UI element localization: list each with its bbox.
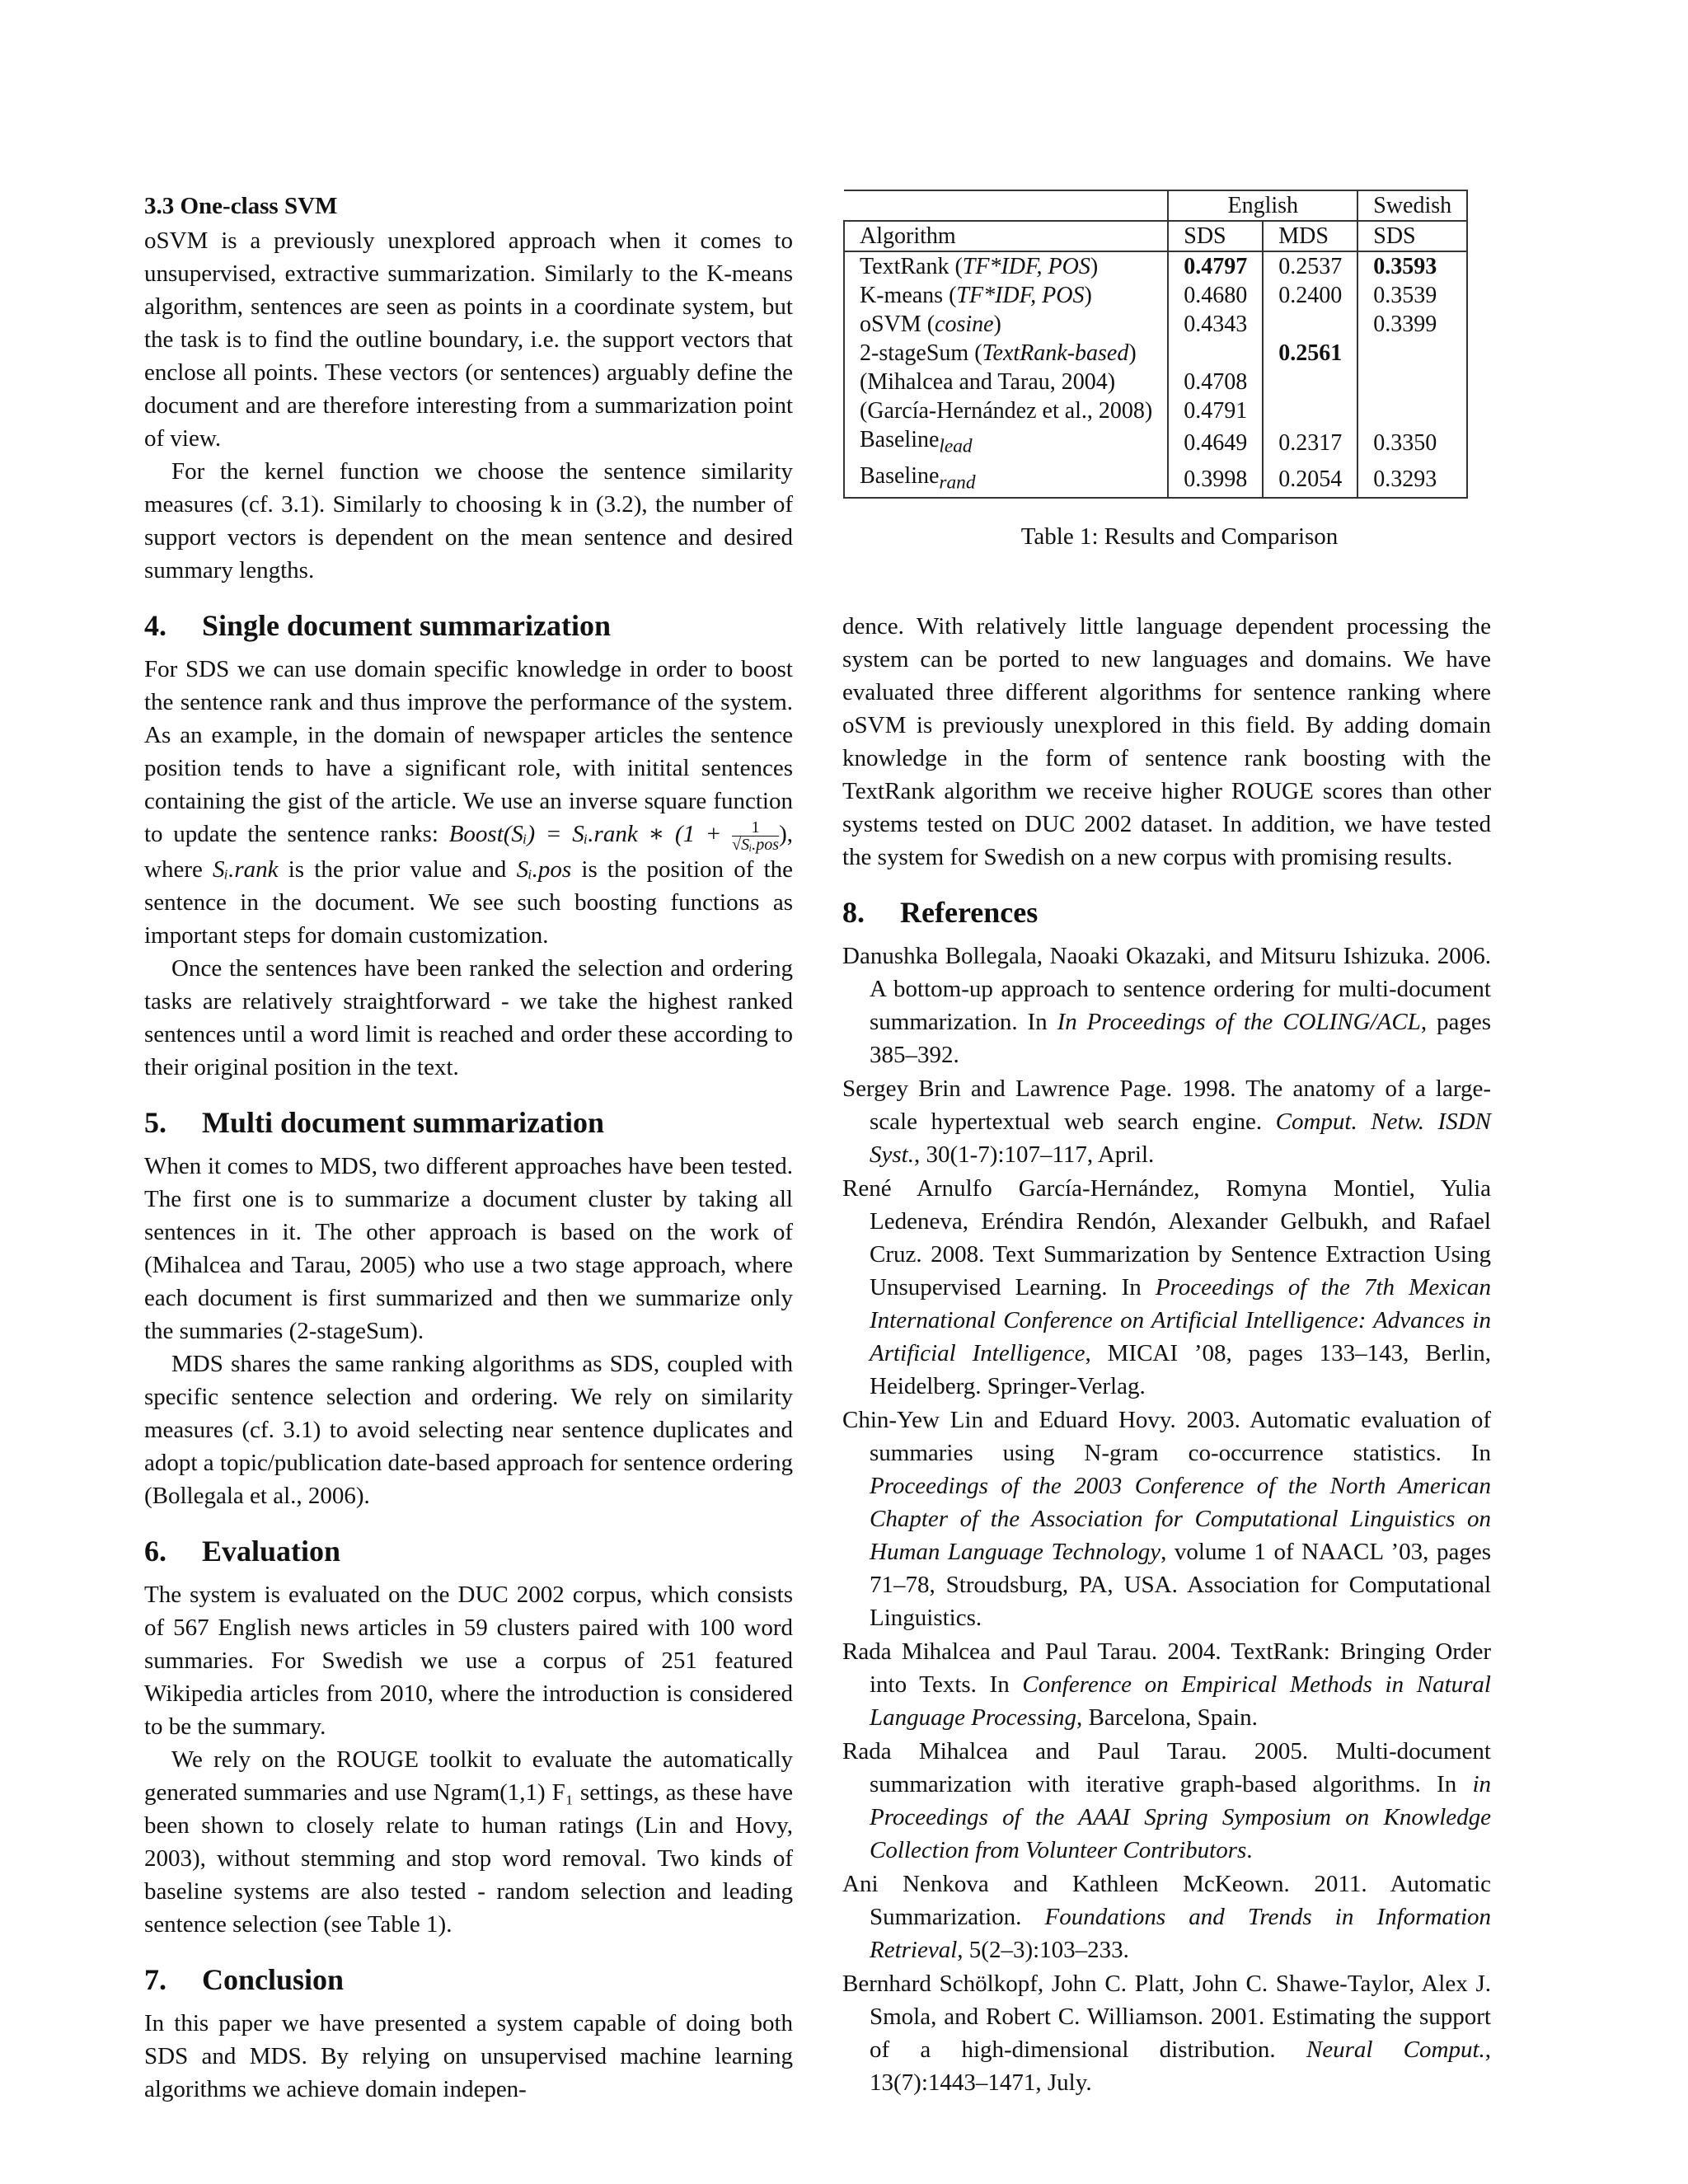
section-title: Conclusion (202, 1962, 345, 1996)
paragraph: Once the sentences have been ranked the selection and ordering tasks are relatively straightforward - we take the highest ranked sentences until a word limit is reached and order these according to their original position in the text. (144, 954, 793, 1080)
table-cell-algorithm: (García-Hernández et al., 2008) (844, 396, 1168, 425)
fraction-denominator: √Sᵢ.pos (732, 835, 780, 854)
table-cell-algorithm: oSVM (cosine) (844, 310, 1168, 339)
table-header-english: English (1168, 190, 1357, 221)
table-cell (1357, 368, 1467, 396)
table-cell: 0.2561 (1263, 339, 1357, 368)
text-run: is the position of the sentence in the document. We see such boosting functions as important steps for domain customization. (144, 855, 793, 949)
section-5-heading (144, 1104, 793, 1141)
paragraph: MDS shares the same ranking algorithms as SDS, coupled with specific sentence selection and ordering. We rely on similarity measures (cf. 3.1) to avoid selecting near sentence duplicates and adopt a topic/publication date-based approach for sentence ordering (Bollegala et al., 2006). (144, 1350, 793, 1509)
table-cell-algorithm: 2-stageSum (TextRank-based) (844, 339, 1168, 368)
table-cell-algorithm: Baseline$_{rand}$ (844, 462, 1168, 499)
paragraph: oSVM is a previously unexplored approach when it comes to unsupervised, extractive summarization. Similarly to the K-means algorithm, sentences are seen as points in a coordinate system, but the task is to find the outline boundary, i.e. the support vectors that enclose all points. These vectors (or sentences) arguably define the document and are therefore interesting from a summarization point of view. (144, 227, 793, 452)
table-cell: 0.4797 (1168, 251, 1263, 281)
table-cell-algorithm: TextRank (TF*IDF, POS) (844, 251, 1168, 281)
reference-item: Rada Mihalcea and Paul Tarau. 2005. Multi-document summarization with iterative graph-based algorithms. In in Proceedings of the AAAI Spring Symposium on Knowledge Collection from Volunteer Contributors. (842, 1738, 1491, 1863)
table-header-swedish: Swedish (1357, 190, 1467, 221)
table-cell: 0.3593 (1357, 251, 1467, 281)
table-row (844, 368, 1467, 396)
paragraph: dence. With relatively little language dependent processing the system can be ported to new languages and domains. We have evaluated three different algorithms for sentence ranking where oSVM is previously unexplored in this field. By adding domain knowledge in the form of sentence rank boosting with the TextRank algorithm we receive higher ROUGE scores than other systems tested on DUC 2002 dataset. In addition, we have tested the system for Swedish on a new corpus with promising results. (842, 613, 1491, 870)
table-cell (1357, 339, 1467, 368)
table-cell-algorithm: K-means (TF*IDF, POS) (844, 281, 1168, 310)
results-table (843, 190, 1468, 499)
table-caption: Table 1: Results and Comparison (1020, 523, 1339, 551)
text-run: is the prior value and (278, 855, 517, 883)
table-cell: 0.4649 (1168, 425, 1263, 462)
table-cell: 0.3539 (1357, 281, 1467, 310)
section-title: Evaluation (202, 1534, 341, 1568)
results-table-block (842, 190, 1517, 553)
table-cell: 0.3399 (1357, 310, 1467, 339)
fraction (732, 819, 779, 853)
table-header-sds-swedish: SDS (1357, 221, 1467, 251)
paragraph (144, 653, 793, 952)
table-cell-algorithm: (Mihalcea and Tarau, 2004) (844, 368, 1168, 396)
left-column (144, 190, 793, 2106)
table-row (844, 396, 1467, 425)
paragraph: When it comes to MDS, two different approaches have been tested. The first one is to summarize a document cluster by taking all sentences in it. The other approach is based on the work of (Mihalcea and Tarau, 2005) who use a two stage approach, where each document is first summarized and then we summarize only the summaries (2-stageSum). (144, 1152, 793, 1344)
right-column (842, 610, 1491, 2100)
section-number: 4. (144, 609, 166, 642)
section-title: References (900, 896, 1039, 929)
reference-item: Chin-Yew Lin and Eduard Hovy. 2003. Automatic evaluation of summaries using N-gram co-occurrence statistics. In Proceedings of the 2003 Conference of the North American Chapter of the Association for Computational Linguistics on Human Language Technology, volume 1 of NAACL ’03, pages 71–78, Stroudsburg, PA, USA. Association for Computational Linguistics. (842, 1407, 1491, 1631)
table-cell: 0.2054 (1263, 462, 1357, 499)
table-cell (1263, 310, 1357, 339)
table-cell: 0.2400 (1263, 281, 1357, 310)
section-3-3-heading: 3.3 One-class SVM (144, 193, 338, 219)
table-cell (1168, 339, 1263, 368)
table-cell (1357, 396, 1467, 425)
text-run: ), where (144, 821, 793, 883)
reference-list (842, 940, 1491, 2099)
section-8-heading (842, 893, 1491, 931)
math-term: Sᵢ.rank (213, 855, 279, 883)
table-cell: 0.4680 (1168, 281, 1263, 310)
math-term: Sᵢ.pos (516, 855, 572, 883)
paragraph: For the kernel function we choose the sentence similarity measures (cf. 3.1). Similarly to choosing k in (3.2), the number of support vectors is dependent on the mean sentence and desired summary lengths. (144, 458, 793, 583)
reference-item: Danushka Bollegala, Naoaki Okazaki, and Mitsuru Ishizuka. 2006. A bottom-up approach to sentence ordering for multi-document summarization. In In Proceedings of the COLING/ACL, pages 385–392. (842, 943, 1491, 1068)
table-cell-algorithm: Baseline$_{lead}$ (844, 425, 1168, 462)
table-cell: 0.4708 (1168, 368, 1263, 396)
table-row (844, 281, 1467, 310)
table-row (844, 425, 1467, 462)
section-6-heading (144, 1532, 793, 1570)
table-cell (844, 190, 1168, 221)
table-header-mds: MDS (1263, 221, 1357, 251)
section-7-heading (144, 1961, 793, 1999)
table-cell: 0.3350 (1357, 425, 1467, 462)
reference-item: Sergey Brin and Lawrence Page. 1998. The anatomy of a large-scale hypertextual web search engine. Comput. Netw. ISDN Syst., 30(1-7):107–117, April. (842, 1076, 1491, 1168)
reference-item: René Arnulfo García-Hernández, Romyna Montiel, Yulia Ledeneva, Eréndira Rendón, Alexander Gelbukh, and Rafael Cruz. 2008. Text Summarization by Sentence Extraction Using Unsupervised Learning. In Proceedings of the 7th Mexican International Conference on Artificial Intelligence: Advances in Artificial Intelligence, MICAI ’08, pages 133–143, Berlin, Heidelberg. Springer-Verlag. (842, 1175, 1491, 1399)
section-title: Multi document summarization (202, 1105, 604, 1139)
table-cell: 0.2537 (1263, 251, 1357, 281)
text-run: For SDS we can use domain specific knowledge in order to boost the sentence rank and thus improve the performance of the system. As an example, in the domain of newspaper articles the sentence position tends to have a significant role, with initital sentences containing the gist of the article. We use an inverse square function to update the sentence ranks: (144, 656, 793, 847)
section-number: 8. (842, 896, 865, 929)
reference-item: Bernhard Schölkopf, John C. Platt, John C. Shawe-Taylor, Alex J. Smola, and Robert C. Williamson. 2001. Estimating the support of a high-dimensional distribution. Neural Comput., 13(7):1443–1471, July. (842, 1971, 1491, 2096)
table-header-algorithm: Algorithm (844, 221, 1168, 251)
table-row (844, 251, 1467, 281)
section-number: 5. (144, 1105, 166, 1139)
table-row (844, 462, 1467, 499)
reference-item: Rada Mihalcea and Paul Tarau. 2004. TextRank: Bringing Order into Texts. In Conference on Empirical Methods in Natural Language Processing, Barcelona, Spain. (842, 1638, 1491, 1731)
table-cell (1263, 396, 1357, 425)
reference-item: Ani Nenkova and Kathleen McKeown. 2011. Automatic Summarization. Foundations and Trends in Information Retrieval, 5(2–3):103–233. (842, 1871, 1492, 1963)
table-header-sds: SDS (1168, 221, 1263, 251)
table-cell: 0.4343 (1168, 310, 1263, 339)
section-title: Single document summarization (202, 609, 612, 642)
paragraph: We rely on the ROUGE toolkit to evaluate the automatically generated summaries and use Ngram(1,1) F₁ settings, as these have been shown to closely relate to human ratings (Lin and Hovy, 2003), without stemming and stop word removal. Two kinds of baseline systems are also tested - random selection and leading sentence selection (see Table 1). (144, 1746, 793, 1938)
table-cell: 0.3293 (1357, 462, 1467, 499)
paragraph: In this paper we have presented a system capable of doing both SDS and MDS. By relying on unsupervised machine learning algorithms we achieve domain indepen- (144, 2009, 793, 2102)
section-number: 7. (144, 1962, 166, 1996)
boost-formula: Boost(Sᵢ) = Sᵢ.rank ∗ (1 + (448, 821, 733, 847)
table-cell: 0.2317 (1263, 425, 1357, 462)
table-row (844, 310, 1467, 339)
section-4-heading (144, 607, 793, 644)
table-row (844, 339, 1467, 368)
paragraph: The system is evaluated on the DUC 2002 corpus, which consists of 567 English news articles in 59 clusters paired with 100 word summaries. For Swedish we use a corpus of 251 featured Wikipedia articles from 2010, where the introduction is considered to be the summary. (144, 1581, 793, 1740)
table-cell: 0.4791 (1168, 396, 1263, 425)
section-number: 6. (144, 1534, 166, 1568)
fraction-numerator: 1 (732, 819, 779, 837)
table-cell: 0.3998 (1168, 462, 1263, 499)
table-cell (1263, 368, 1357, 396)
